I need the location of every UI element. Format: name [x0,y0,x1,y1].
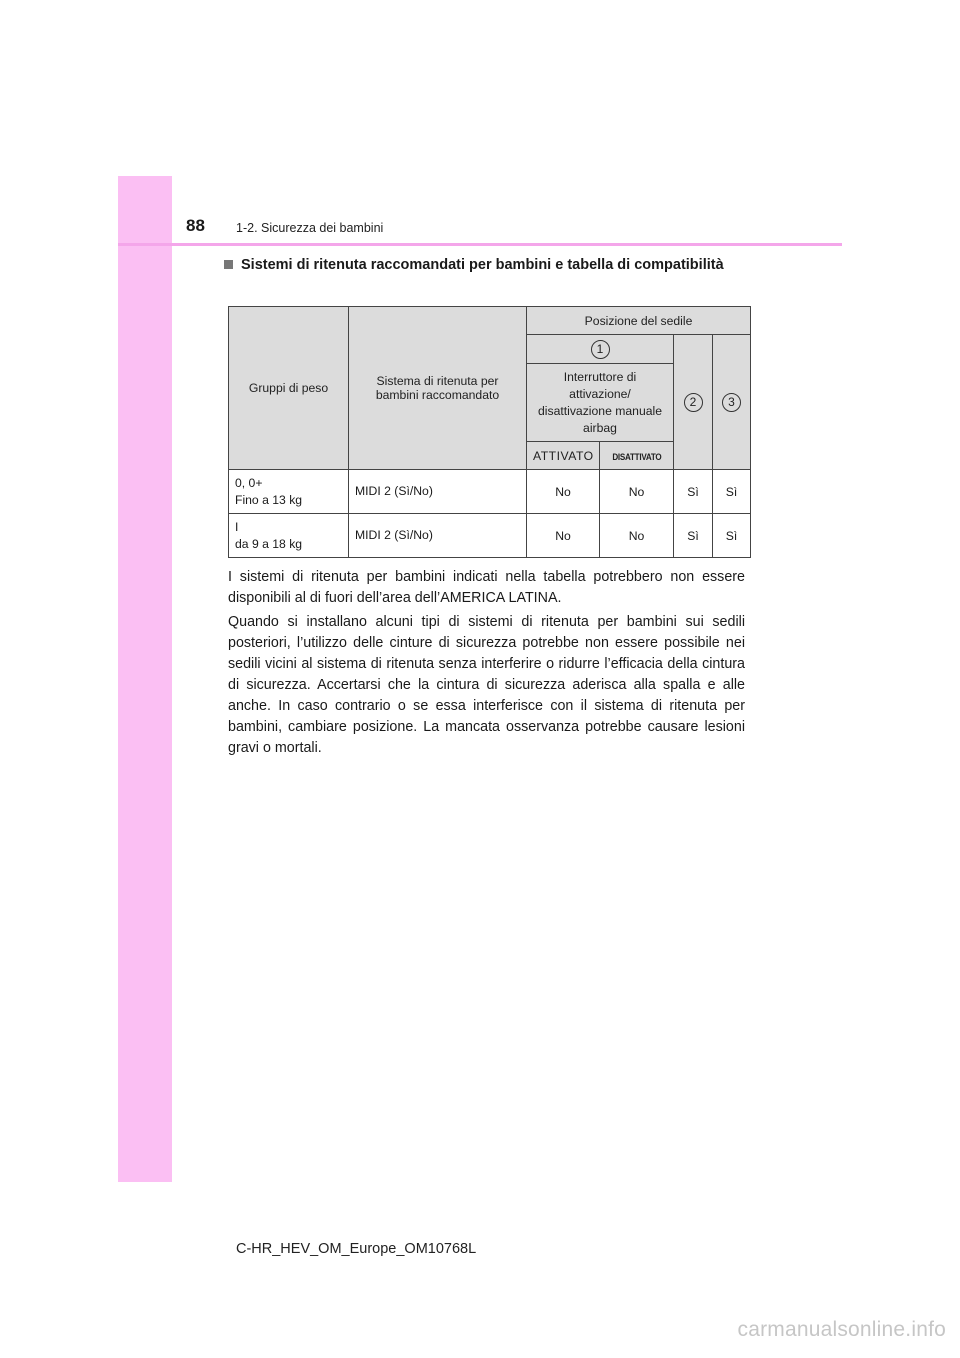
weight-group-line: da 9 a 18 kg [235,536,303,551]
compatibility-table [228,306,751,558]
section-title: 1-2. Sicurezza dei bambini [236,221,384,235]
cell-restraint: MIDI 2 (Sì/No) [349,470,527,514]
table-row [229,470,751,514]
header-rule [118,243,842,246]
weight-group-line: Fino a 13 kg [235,492,303,507]
header-weight-groups: Gruppi di peso [229,307,349,470]
switch-off-label: DISATTIVATO [611,451,662,463]
cell-pos2: Sì [674,470,713,514]
side-color-band [118,176,172,1182]
document-code-footer: C-HR_HEV_OM_Europe_OM10768L [236,1241,477,1257]
header-seat-3 [713,335,751,470]
header-switch-on [527,442,600,470]
installation-paragraph: Quando si installano alcuni tipi di sistemi di ritenuta per bambini sui sedili posteriori, l’utilizzo delle cinture di sicurezza potrebbe non essere possibile nei sedili vicini al sistema di ritenuta senza interferire o ridurre l’efficacia della cintura di sicurezza. Accertarsi che la cintura di sicurezza aderisca alla spalla e alle anche. In caso contrario o se essa interferisce con il sistema di ritenuta per bambini, cambiare posizione. La mancata osservanza potrebbe causare lesioni gravi o mortali. [228,614,745,756]
header-switch-off [600,442,674,470]
cell-weight-group [229,470,349,514]
weight-group-line: 0, 0+ [235,475,263,490]
cell-off: No [600,514,674,558]
seat-2-marker: 2 [684,393,703,412]
section-heading [224,254,746,276]
header-restraint-system: Sistema di ritenuta per bambini raccomandato [349,307,527,470]
cell-pos3: Sì [713,470,751,514]
cell-on: No [527,514,600,558]
heading-text: Sistemi di ritenuta raccomandati per bambini e tabella di compatibilità [241,257,724,273]
cell-restraint: MIDI 2 (Sì/No) [349,514,527,558]
watermark-logo: carmanualsonline.info [737,1318,946,1341]
cell-weight-group [229,514,349,558]
switch-on-label: ATTIVATO [533,448,594,463]
square-bullet-icon [224,260,233,269]
availability-paragraph: I sistemi di ritenuta per bambini indicati nella tabella potrebbero non essere disponibili al di fuori dell’area dell’AMERICA LATINA. [228,569,745,606]
seat-1-marker: 1 [591,340,610,359]
cell-pos2: Sì [674,514,713,558]
page-number: 88 [186,216,205,235]
header-seat-position: Posizione del sedile [527,307,751,335]
seat-3-marker: 3 [722,393,741,412]
header-seat-1 [527,335,674,364]
cell-on: No [527,470,600,514]
cell-pos3: Sì [713,514,751,558]
weight-group-line: I [235,519,239,534]
header-airbag-switch: Interruttore di attivazione/ disattivazione manuale airbag [527,364,674,442]
table-row [229,514,751,558]
cell-off: No [600,470,674,514]
header-seat-2 [674,335,713,470]
